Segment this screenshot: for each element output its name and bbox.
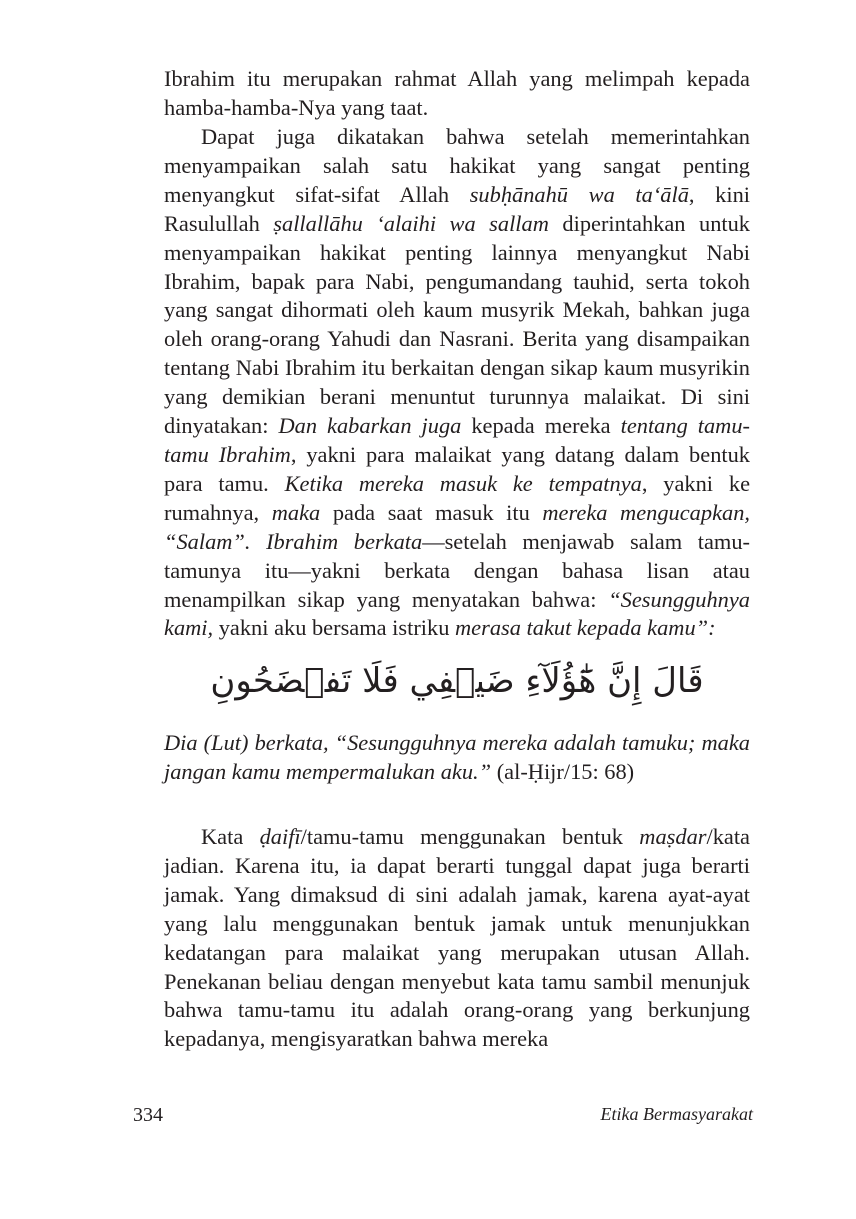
quran-quote: “Sesungguhnya kami,	[164, 586, 750, 641]
text-run: /kata jadian. Karena itu, ia dapat berarti tunggal dapat juga berarti jamak. Yang dimaksud di sini adalah jamak, karena ayat-ayat yang lalu menggunakan bentuk jamak untuk menunjukkan kedatangan para malaikat yang merupakan utusan Allah. Penekanan beliau dengan menyebut kata tamu sambil menunjuk bahwa tamu-tamu itu adalah orang-orang yang berkunjung kepadanya, mengisyaratkan bahwa mereka	[164, 824, 750, 1052]
italic-term: maṣdar	[639, 824, 707, 849]
quran-quote: merasa takut kepada kamu”:	[455, 615, 716, 641]
arabic-verse: قَالَ إِنَّ هَٰٓؤُلَآءِ ضَيۡفِي فَلَا تَفۡضَحُونِ	[210, 661, 704, 701]
text-run: Dapat juga dikatakan bahwa setelah memerintahkan menyampaikan salah satu hakikat yang sangat penting menyangkut sifat-sifat Allah	[164, 124, 750, 207]
text-run: , kini Rasulullah	[164, 181, 751, 236]
translation-text: Dia (Lut) berkata, “Sesungguhnya mereka adalah tamuku; maka jangan kamu mempermalukan aku.”	[164, 730, 750, 784]
text-run: diperintahkan untuk menyampaikan hakikat penting lainnya menyangkut Nabi Ibrahim, bapak para Nabi, pengumandang tauhid, serta tokoh yang sangat dihormati oleh kaum musyrik Mekah, bahkan juga oleh orang-orang Yahudi dan Nasrani. Berita yang disampaikan tentang Nabi Ibrahim itu berkaitan dengan sikap kaum musyrikin yang demikian berani menuntut turunnya malaikat. Di sini dinyatakan:	[164, 210, 751, 439]
quran-quote: maka	[271, 499, 321, 525]
text-run: Kata	[201, 824, 260, 849]
italic-term: ḍaifī	[259, 824, 301, 849]
quran-quote: Ketika mereka masuk ke tempatnya	[284, 470, 642, 496]
text-run: /tamu-tamu menggunakan bentuk	[300, 824, 640, 849]
italic-term: subḥānahū wa ta‘ālā	[469, 181, 689, 207]
italic-term: ṣallallāhu ‘alaihi wa sallam	[273, 210, 549, 236]
quran-quote: mereka mengucapkan, “Salam”. Ibrahim berkata	[164, 499, 750, 554]
text-run: yakni aku bersama istriku	[213, 615, 456, 641]
verse-translation	[164, 729, 750, 787]
quran-quote: tentang tamu-tamu Ibrahim	[164, 413, 750, 467]
text-run: pada saat masuk itu	[320, 499, 543, 525]
page-number: 334	[133, 1104, 163, 1126]
paragraph-continuation: Ibrahim itu merupakan rahmat Allah yang melimpah kepada hamba-hamba-Nya yang taat.	[164, 66, 750, 120]
running-title: Etika Bermasyarakat	[600, 1104, 753, 1124]
quran-quote: Dan kabarkan juga	[278, 413, 462, 439]
text-run: , yakni para malaikat yang datang dalam bentuk para tamu.	[164, 441, 751, 496]
paragraph-commentary	[164, 823, 750, 1054]
text-run: , yakni ke rumahnya,	[164, 470, 751, 525]
text-run: kepada mereka	[461, 413, 621, 439]
paragraph-main	[164, 123, 750, 643]
text-run: —setelah menjawab salam tamu-tamunya itu—yakni berkata dengan bahasa lisan atau menampilkan sikap yang menyatakan bahwa:	[164, 528, 750, 612]
verse-reference: (al-Ḥijr/15: 68)	[491, 758, 635, 784]
